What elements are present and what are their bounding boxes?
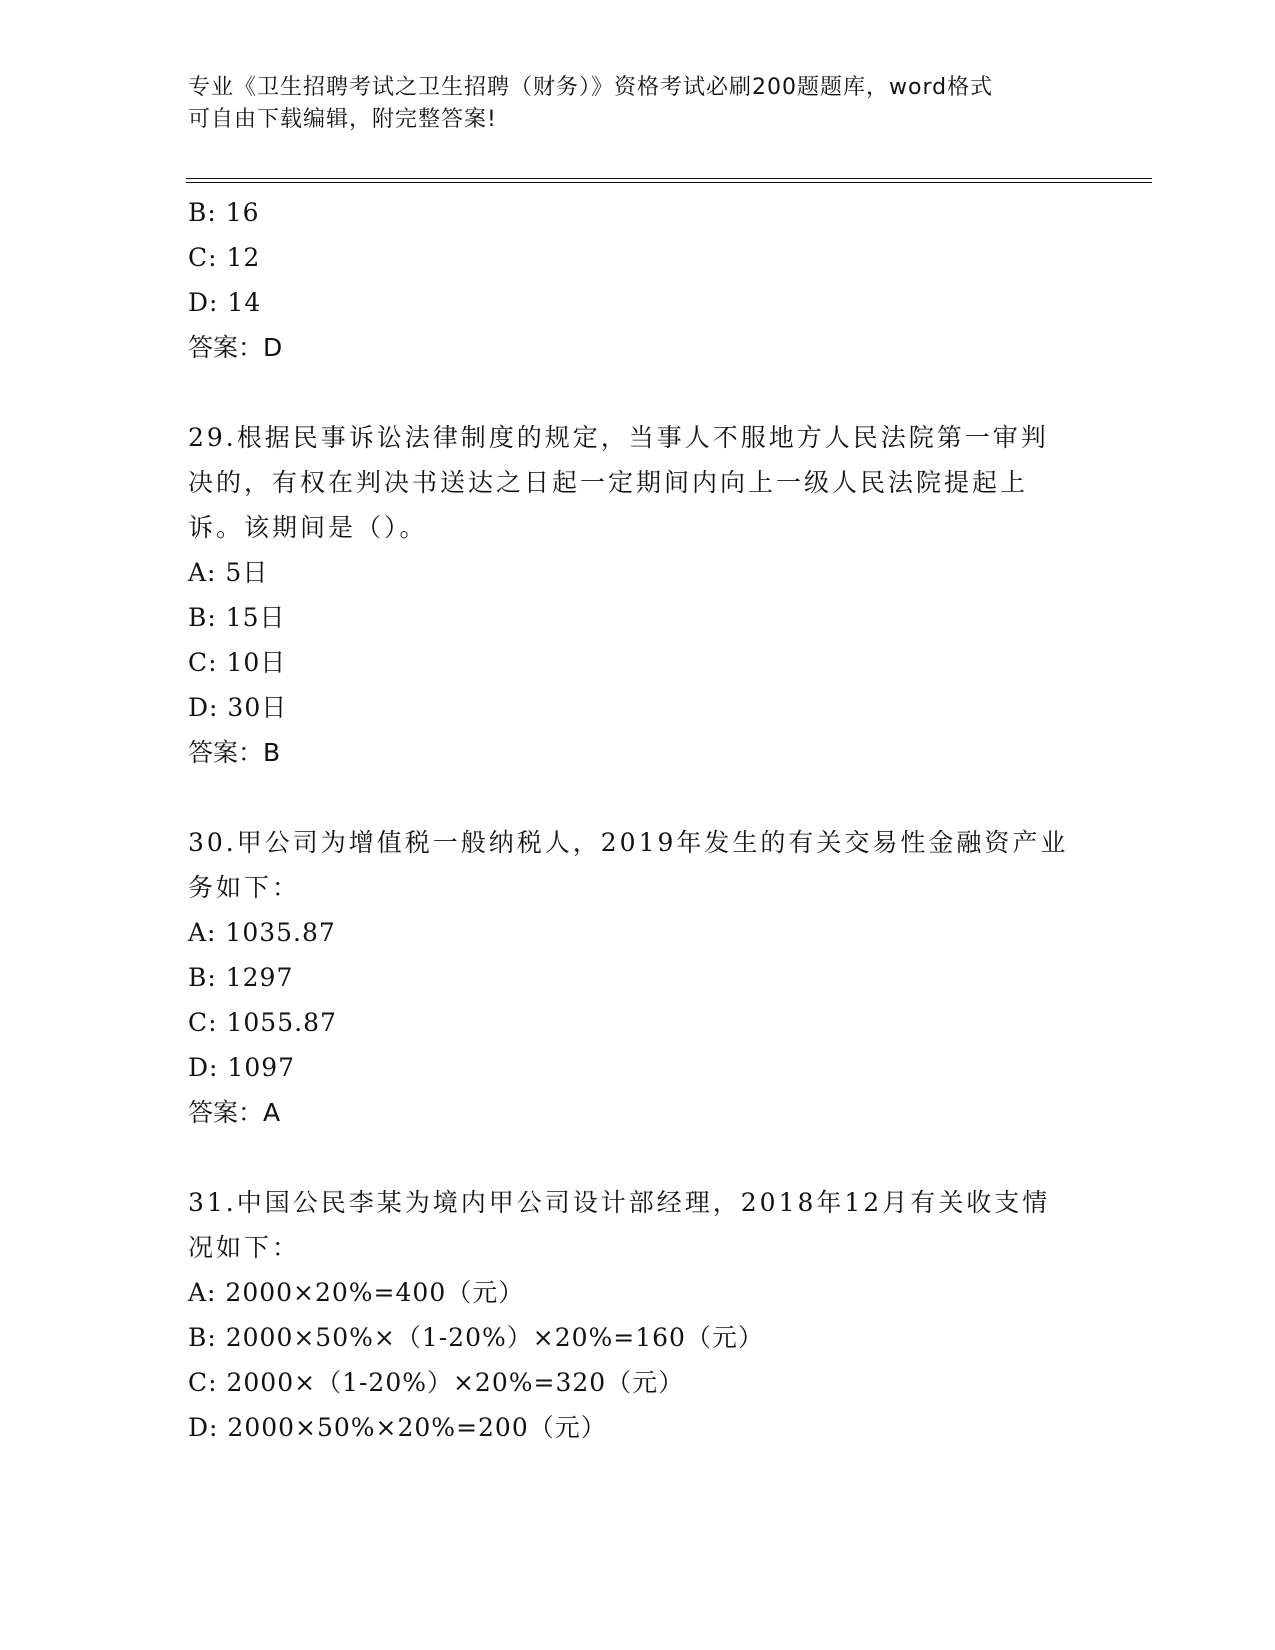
header-divider-bottom <box>186 182 1152 183</box>
question-text-line: 诉。该期间是（）。 <box>188 513 428 542</box>
option-d: D: 14 <box>188 288 262 317</box>
option-c: C: 1055.87 <box>188 1008 337 1037</box>
question-30 <box>188 820 1088 1135</box>
option-d: D: 1097 <box>188 1053 296 1082</box>
question-text-line: 29.根据民事诉讼法律制度的规定，当事人不服地方人民法院第一审判 <box>188 423 1049 452</box>
question-text-line: 况如下： <box>188 1233 301 1262</box>
option-d: D: 2000×50%×20%=200（元） <box>188 1413 607 1442</box>
option-b: B: 16 <box>188 198 260 227</box>
option-a: A: 1035.87 <box>188 918 336 947</box>
question-28-continued <box>188 190 1088 370</box>
document-header <box>188 72 1068 136</box>
option-d: D: 30日 <box>188 693 288 722</box>
question-29 <box>188 415 1088 775</box>
question-text-line: 决的，有权在判决书送达之日起一定期间内向上一级人民法院提起上 <box>188 468 1029 497</box>
option-b: B: 15日 <box>188 603 286 632</box>
option-c: C: 12 <box>188 243 261 272</box>
header-line-2: 可自由下载编辑，附完整答案! <box>188 107 497 132</box>
option-a: A: 5日 <box>188 558 269 587</box>
option-c: C: 2000×（1-20%）×20%=320（元） <box>188 1368 685 1397</box>
option-a: A: 2000×20%=400（元） <box>188 1278 525 1307</box>
header-divider-top <box>186 178 1152 179</box>
question-31 <box>188 1180 1088 1450</box>
option-b: B: 1297 <box>188 963 294 992</box>
question-text-line: 30.甲公司为增值税一般纳税人，2019年发生的有关交易性金融资产业 <box>188 828 1069 857</box>
document-body <box>188 190 1088 1450</box>
answer-line: 答案：A <box>188 1098 281 1127</box>
question-text-line: 务如下： <box>188 873 301 902</box>
option-b: B: 2000×50%×（1-20%）×20%=160（元） <box>188 1323 764 1352</box>
answer-line: 答案：B <box>188 738 281 767</box>
header-line-1: 专业《卫生招聘考试之卫生招聘（财务）》资格考试必刷200题题库，word格式 <box>188 75 994 100</box>
option-c: C: 10日 <box>188 648 287 677</box>
question-text-line: 31.中国公民李某为境内甲公司设计部经理，2018年12月有关收支情 <box>188 1188 1051 1217</box>
answer-line: 答案：D <box>188 333 283 362</box>
